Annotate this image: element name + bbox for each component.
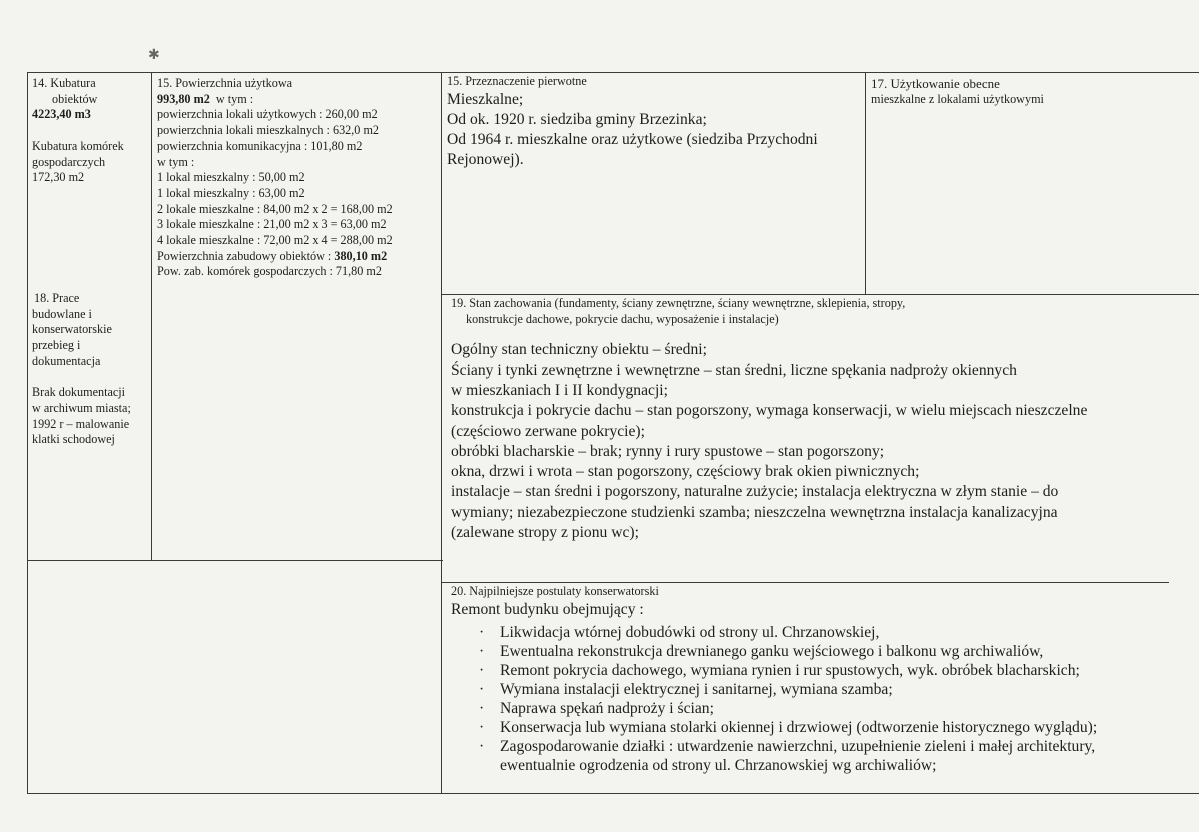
c18-note: Brak dokumentacji	[32, 385, 126, 400]
divider-14-15	[151, 72, 152, 561]
c14-line2: obiektów	[52, 91, 98, 106]
top-border	[27, 72, 1199, 73]
cell-kubatura	[32, 76, 148, 186]
bullet-icon: ·	[479, 699, 485, 717]
c20-item	[451, 680, 1181, 699]
c15a-line: 1 lokal mieszkalny : 63,00 m2	[157, 185, 305, 200]
c17-title: 17. Użytkowanie obecne	[871, 76, 1000, 91]
divider-center	[441, 72, 442, 794]
c20-item-text: Ewentualna rekonstrukcja drewnianego ganku wejściowego i balkonu wg archiwaliów,	[500, 642, 1044, 660]
bullet-icon: ·	[479, 623, 485, 641]
c19-line: w mieszkaniach I i II kondygnacji;	[451, 382, 668, 399]
divider-19-top	[441, 294, 1199, 295]
c15a-title: 15. Powierzchnia użytkowa	[157, 76, 293, 90]
cell-prace	[32, 291, 148, 448]
c18-note: klatki schodowej	[32, 432, 115, 447]
c15a-line: 3 lokale mieszkalne : 21,00 m2 x 3 = 63,00 m2	[157, 217, 387, 232]
c15b-line: Od 1964 r. mieszkalne oraz użytkowe (siedziba Przychodni	[447, 131, 818, 149]
bullet-icon: ·	[479, 642, 485, 660]
c20-item	[451, 737, 1181, 756]
divider-20-top	[441, 582, 1169, 583]
c20-item	[451, 642, 1181, 661]
c19-title1: 19. Stan zachowania (fundamenty, ściany zewnętrzne, ściany wewnętrzne, sklepienia, stropy,	[451, 296, 906, 310]
c19-line: (częściowo zerwane pokrycie);	[451, 422, 645, 440]
c15a-line: powierzchnia lokali mieszkalnych : 632,0 m2	[157, 123, 380, 138]
c14-line6: 172,30 m2	[32, 170, 85, 185]
c20-item-text: Remont pokrycia dachowego, wymiana rynien i rur spustowych, wyk. obróbek blacharskich;	[500, 661, 1080, 679]
c19-line: okna, drzwi i wrota – stan pogorszony, częściowy brak okien piwnicznych;	[451, 463, 920, 481]
bullet-icon: ·	[479, 718, 485, 736]
cell-postulaty	[451, 584, 1181, 775]
c14-line4: Kubatura komórek	[32, 138, 124, 153]
bullet-icon: ·	[479, 661, 485, 679]
cell-przeznaczenie	[447, 74, 861, 171]
c17-text: mieszkalne z lokalami użytkowymi	[871, 91, 1044, 106]
c15a-total	[157, 92, 439, 108]
cell-powierzchnia	[157, 76, 439, 280]
c15a-line: 2 lokale mieszkalne : 84,00 m2 x 2 = 168,00 m2	[157, 201, 393, 216]
c19-title2: konstrukcje dachowe, pokrycie dachu, wyposażenie i instalacje)	[466, 311, 779, 326]
c20-item-text: Zagospodarowanie działki : utwardzenie nawierzchni, uzupełnienie zieleni i małej architektury,	[500, 737, 1096, 755]
c18-line: budowlane i	[32, 306, 92, 321]
c20-item-text: Konserwacja lub wymiana stolarki okiennej i drzwiowej (odtworzenie historycznego wyglądu);	[500, 718, 1098, 736]
c19-line: obróbki blacharskie – brak; rynny i rury spustowe – stan pogorszony;	[451, 442, 885, 460]
c15b-line: Od ok. 1920 r. siedziba gminy Brzezinka;	[447, 110, 707, 128]
c20-item	[451, 623, 1181, 642]
c15a-total-value: 993,80 m2	[157, 91, 210, 106]
c19-line: wymiany; niezabezpieczone studzienki szamba; nieszczelna wewnętrzna instalacja kanalizacyjna	[451, 503, 1058, 521]
c15b-title: 15. Przeznaczenie pierwotne	[447, 74, 587, 88]
c20-item-cont	[451, 756, 1181, 775]
c14-line1: 14. Kubatura	[32, 76, 96, 90]
c18-line: dokumentacja	[32, 353, 101, 368]
c15a-zab-label: Powierzchnia zabudowy obiektów :	[157, 248, 332, 263]
c20-item	[451, 699, 1181, 718]
c15a-total-rest: w tym :	[215, 91, 254, 106]
bottom-border	[27, 793, 1199, 794]
c18-line: konserwatorskie	[32, 322, 112, 337]
c20-intro: Remont budynku obejmujący :	[451, 600, 644, 618]
c18-line: przebieg i	[32, 338, 81, 353]
c15b-line: Rejonowej).	[447, 151, 524, 169]
c18-line: 18. Prace	[34, 291, 80, 305]
c19-line: instalacje – stan średni i pogorszony, naturalne zużycie; instalacja elektryczna w złym stanie – do	[451, 483, 1059, 501]
divider-15-17	[865, 72, 866, 294]
c20-item-text: Likwidacja wtórnej dobudówki od strony ul. Chrzanowskiej,	[500, 623, 880, 641]
c15a-last: Pow. zab. komórek gospodarczych : 71,80 m2	[157, 264, 382, 279]
c20-item	[451, 718, 1181, 737]
c15b-line: Mieszkalne;	[447, 90, 524, 108]
c20-title: 20. Najpilniejsze postulaty konserwatorski	[451, 584, 659, 598]
c15a-line: powierzchnia komunikacyjna : 101,80 m2	[157, 138, 363, 153]
left-border	[27, 72, 28, 794]
c18-note: w archiwum miasta;	[32, 400, 131, 415]
c15a-line: 4 lokale mieszkalne : 72,00 m2 x 4 = 288,00 m2	[157, 233, 393, 248]
c19-line: konstrukcja i pokrycie dachu – stan pogorszony, wymaga konserwacji, w wielu miejscach nieszczelne	[451, 402, 1088, 420]
c19-line: (zalewane stropy z pionu wc);	[451, 524, 639, 542]
divider-left-bottom	[27, 560, 443, 561]
c20-item-text: Naprawa spękań nadproży i ścian;	[500, 699, 714, 717]
c20-cont-text: ewentualnie ogrodzenia od strony ul. Chrzanowskiej wg archiwaliów;	[500, 756, 937, 774]
bullet-icon: ·	[479, 737, 485, 755]
c15a-line: powierzchnia lokali użytkowych : 260,00 m2	[157, 107, 378, 122]
c15a-zabudowa	[157, 249, 439, 265]
c14-line5: gospodarczych	[32, 154, 106, 169]
c15a-zab-value: 380,10 m2	[334, 248, 388, 263]
c20-item-text: Wymiana instalacji elektrycznej i sanitarnej, wymiana szamba;	[500, 680, 893, 698]
c20-item	[451, 661, 1181, 680]
c15a-line: 1 lokal mieszkalny : 50,00 m2	[157, 170, 305, 185]
c19-line: Ściany i tynki zewnętrzne i wewnętrzne – stan średni, liczne spękania nadproży okiennych	[451, 361, 1017, 379]
c15a-line: w tym :	[157, 154, 195, 169]
c19-line: Ogólny stan techniczny obiektu – średni;	[451, 341, 707, 359]
ink-mark: ✱	[148, 48, 160, 63]
cell-stan-zachowania	[451, 296, 1191, 543]
c14-value: 4223,40 m3	[32, 107, 91, 122]
bullet-icon: ·	[479, 680, 485, 698]
c18-note: 1992 r – malowanie	[32, 416, 130, 431]
cell-uzytkowanie	[871, 76, 1191, 107]
